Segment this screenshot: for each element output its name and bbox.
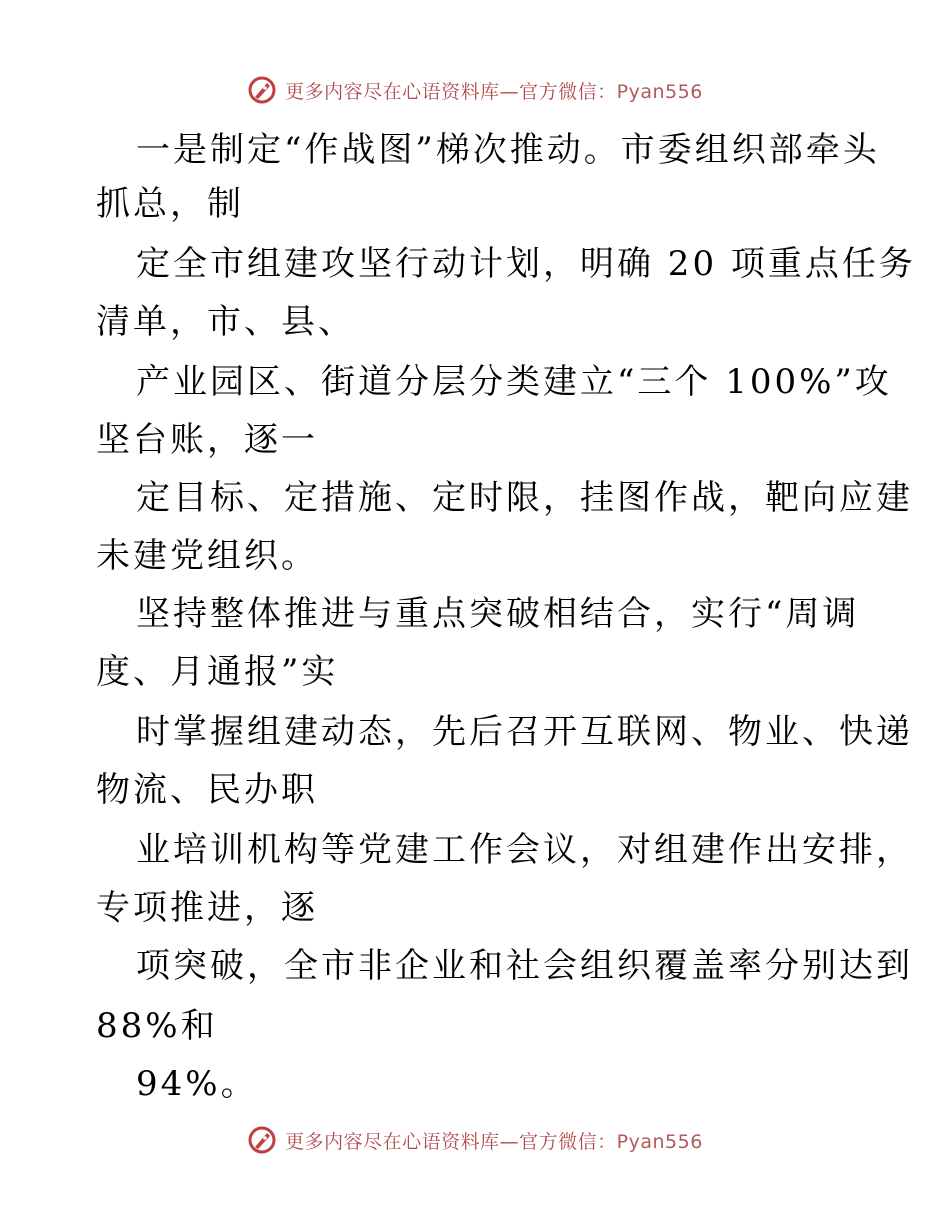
text-line: 清单，市、县、 xyxy=(96,302,355,342)
text-line: 抓总，制 xyxy=(96,184,244,224)
text-line: 产业园区、街道分层分类建立“三个 100%”攻 xyxy=(136,362,892,402)
header-watermark xyxy=(0,70,950,110)
text-line: 项突破，全市非企业和社会组织覆盖率分别达到 xyxy=(136,946,913,986)
text-line: 定目标、定措施、定时限，挂图作战，靶向应建 xyxy=(136,478,913,518)
pen-nib-logo-icon xyxy=(247,1125,277,1155)
text-line: 度、月通报”实 xyxy=(96,652,339,692)
text-line: 坚持整体推进与重点突破相结合，实行“周调 xyxy=(136,594,860,634)
text-line: 未建党组织。 xyxy=(96,536,318,576)
pen-nib-logo-icon xyxy=(247,75,277,105)
watermark-text: 更多内容尽在心语资料库—官方微信：Pyan556 xyxy=(285,1130,703,1153)
text-line: 时掌握组建动态，先后召开互联网、物业、快递 xyxy=(136,712,913,752)
wechat-id: Pyan556 xyxy=(616,1130,703,1153)
wechat-id: Pyan556 xyxy=(616,80,703,103)
text-line: 专项推进，逐 xyxy=(96,888,318,928)
text-line: 94%。 xyxy=(136,1064,258,1104)
text-line: 一是制定“作战图”梯次推动。市委组织部牵头 xyxy=(136,130,880,170)
footer-watermark xyxy=(0,1120,950,1160)
text-line: 定全市组建攻坚行动计划，明确 20 项重点任务 xyxy=(136,244,916,284)
text-line: 88%和 xyxy=(96,1006,218,1046)
text-line: 业培训机构等党建工作会议，对组建作出安排， xyxy=(136,830,913,870)
watermark-text: 更多内容尽在心语资料库—官方微信：Pyan556 xyxy=(285,80,703,103)
text-line: 坚台账，逐一 xyxy=(96,420,318,460)
text-line: 物流、民办职 xyxy=(96,770,318,810)
